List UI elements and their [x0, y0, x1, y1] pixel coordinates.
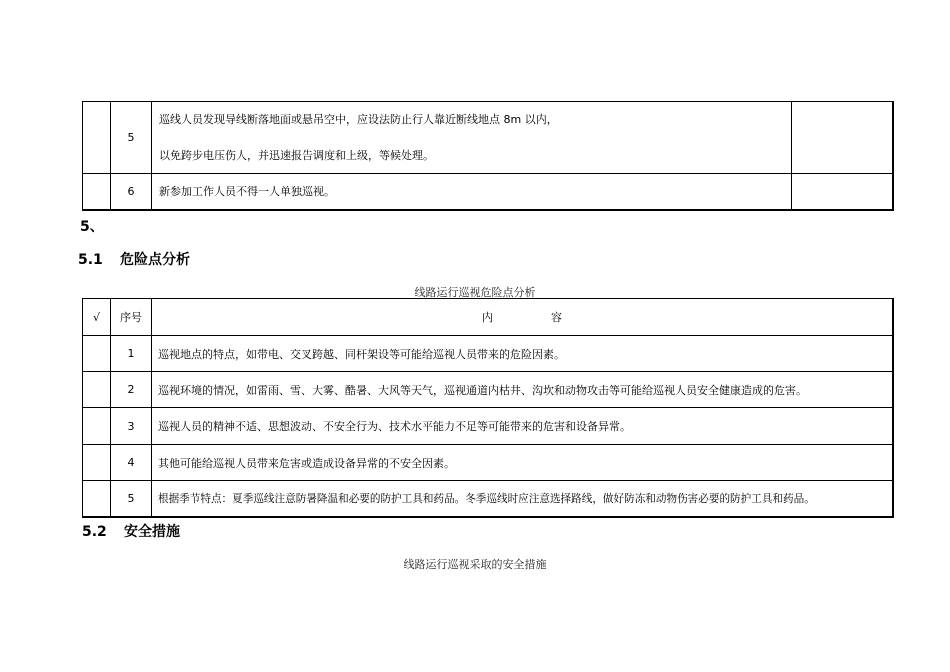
- content-header-b: 容: [551, 311, 562, 324]
- row-number: 2: [111, 372, 152, 408]
- row-content: 根据季节特点：夏季巡线注意防暑降温和必要的防护工具和药品。冬季巡线时应注意选择路线，做好防冻和动物伤害必要的防护工具和药品。: [152, 481, 894, 517]
- check-cell: [83, 102, 111, 174]
- content-header: [152, 299, 894, 336]
- section-heading: 5、: [80, 219, 104, 235]
- table-row: [83, 174, 894, 210]
- section-title: 危险点分析: [120, 252, 190, 268]
- check-cell: [83, 174, 111, 210]
- table-row: [83, 481, 894, 517]
- row-content: [152, 102, 792, 174]
- row-number: 5: [111, 102, 152, 174]
- check-cell: [83, 445, 111, 481]
- section-title: 安全措施: [124, 524, 180, 540]
- check-cell: [83, 372, 111, 408]
- table-caption: 线路运行巡视危险点分析: [414, 286, 536, 299]
- section-heading: [78, 249, 190, 269]
- remark-cell: [792, 102, 894, 174]
- table-row: [83, 408, 894, 445]
- check-header: √: [83, 299, 111, 336]
- section-number: 5.1: [78, 252, 103, 268]
- row-number: 3: [111, 408, 152, 445]
- row-content: 其他可能给巡视人员带来危害或造成设备异常的不安全因素。: [152, 445, 894, 481]
- hazard-analysis-table: [82, 298, 894, 518]
- section-number: 5.2: [82, 524, 107, 540]
- table-caption: 线路运行巡视采取的安全措施: [403, 558, 547, 571]
- row-content-line: 巡线人员发现导线断落地面或悬吊空中，应设法防止行人靠近断线地点 8m 以内，: [159, 112, 558, 126]
- number-header: 序号: [111, 299, 152, 336]
- row-number: 4: [111, 445, 152, 481]
- remark-cell: [792, 174, 894, 210]
- row-number: 5: [111, 481, 152, 517]
- check-cell: [83, 336, 111, 372]
- table-row: [83, 445, 894, 481]
- row-number: 6: [111, 174, 152, 210]
- section-heading: [82, 521, 180, 541]
- row-content: 巡视人员的精神不适、思想波动、不安全行为、技术水平能力不足等可能带来的危害和设备异常。: [152, 408, 894, 445]
- row-content: 巡视地点的特点，如带电、交叉跨越、同杆架设等可能给巡视人员带来的危险因素。: [152, 336, 894, 372]
- row-content: 巡视环境的情况，如雷雨、雪、大雾、酷暑、大风等天气，巡视通道内枯井、沟坎和动物攻击等可能给巡视人员安全健康造成的危害。: [152, 372, 894, 408]
- row-content: 新参加工作人员不得一人单独巡视。: [152, 174, 792, 210]
- table-header-row: [83, 299, 894, 336]
- safety-rules-table: [82, 101, 894, 211]
- table-row: [83, 102, 894, 174]
- row-number: 1: [111, 336, 152, 372]
- check-cell: [83, 481, 111, 517]
- row-content-line: 以免跨步电压伤人，并迅速报告调度和上级，等候处理。: [159, 148, 434, 162]
- check-cell: [83, 408, 111, 445]
- table-row: [83, 372, 894, 408]
- table-row: [83, 336, 894, 372]
- content-header-a: 内: [482, 311, 493, 324]
